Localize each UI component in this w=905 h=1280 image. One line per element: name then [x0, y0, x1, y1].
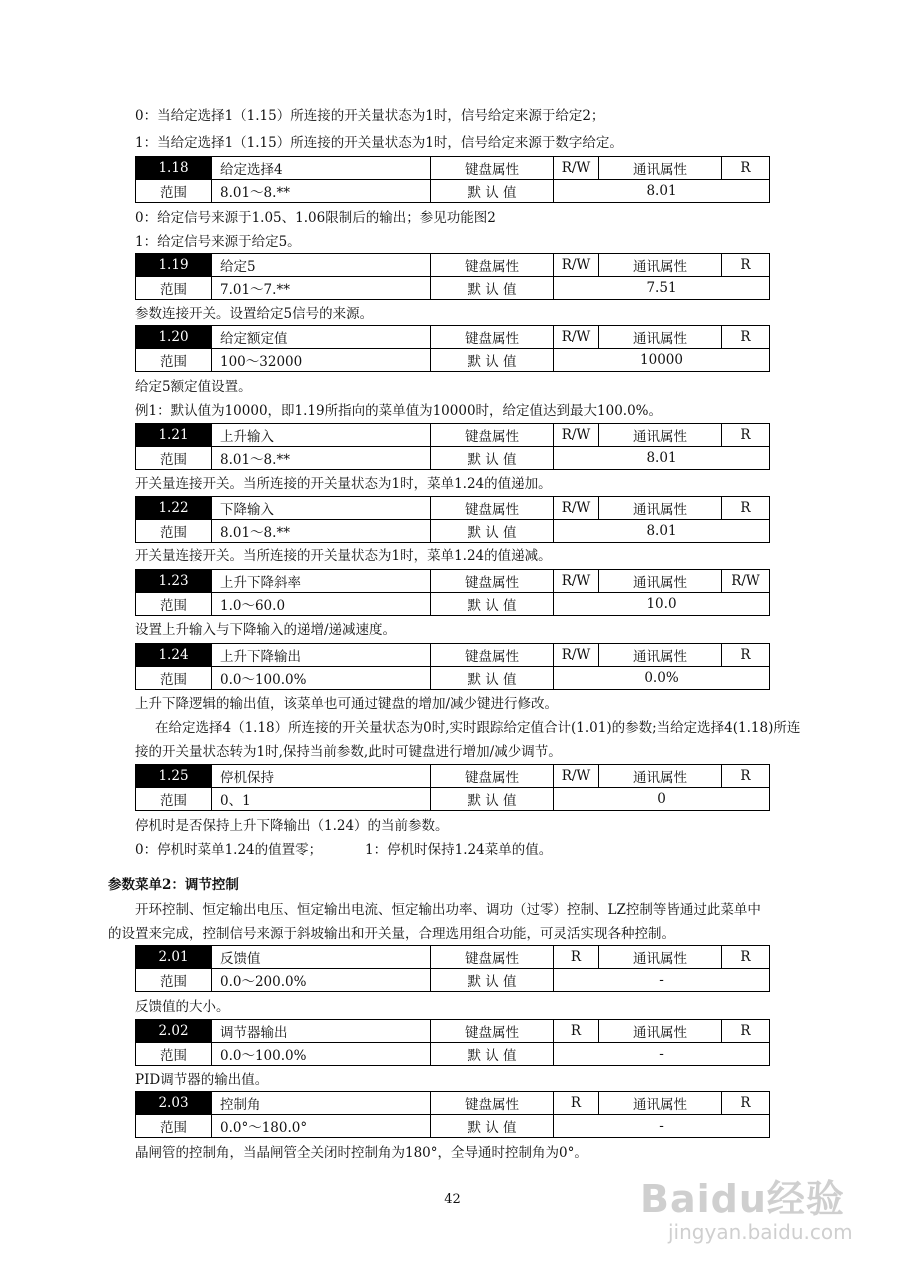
- default-label: 默 认 值: [431, 788, 554, 811]
- param-number: 1.24: [136, 644, 212, 667]
- keyboard-attr-value: R: [554, 946, 599, 969]
- param-name: 给定选择4: [212, 157, 431, 180]
- note-2-01-a: 反馈值的大小。: [135, 999, 230, 1015]
- param-number: 1.18: [136, 157, 212, 180]
- param-table-1-21: [135, 423, 770, 470]
- table-row: [136, 497, 770, 520]
- param-number: 1.19: [136, 254, 212, 277]
- comm-attr-value: R: [722, 497, 770, 520]
- param-number: 1.23: [136, 570, 212, 593]
- range-value: 0、1: [212, 788, 431, 811]
- comm-attr-label: 通讯属性: [599, 1020, 722, 1043]
- param-table-1-20: [135, 325, 770, 372]
- keyboard-attr-value: R: [554, 1092, 599, 1115]
- note-1-23-a: 设置上升输入与下降输入的递增/递减速度。: [135, 622, 397, 638]
- param-name: 调节器输出: [212, 1020, 431, 1043]
- intro-line-1: 0：当给定选择1（1.15）所连接的开关量状态为1时，信号给定来源于给定2；: [135, 108, 605, 124]
- section-desc-2: 的设置来完成，控制信号来源于斜坡输出和开关量，合理选用组合功能，可灵活实现各种控制。: [108, 926, 675, 942]
- default-label: 默 认 值: [431, 667, 554, 690]
- comm-attr-label: 通讯属性: [599, 946, 722, 969]
- note-2-03-a: 晶闸管的控制角，当晶闸管全关闭时控制角为180°，全导通时控制角为0°。: [135, 1145, 588, 1161]
- default-value: 8.01: [554, 180, 770, 203]
- comm-attr-value: R: [722, 326, 770, 349]
- param-name: 给定5: [212, 254, 431, 277]
- keyboard-attr-value: R/W: [554, 644, 599, 667]
- default-value: 8.01: [554, 447, 770, 470]
- default-value: 0: [554, 788, 770, 811]
- keyboard-attr-label: 键盘属性: [431, 1020, 554, 1043]
- param-number: 2.03: [136, 1092, 212, 1115]
- comm-attr-value: R/W: [722, 570, 770, 593]
- default-value: 0.0%: [554, 667, 770, 690]
- comm-attr-label: 通讯属性: [599, 765, 722, 788]
- comm-attr-label: 通讯属性: [599, 326, 722, 349]
- range-value: 100～32000: [212, 349, 431, 372]
- default-value: 8.01: [554, 520, 770, 543]
- param-number: 1.25: [136, 765, 212, 788]
- page-number: 42: [444, 1192, 461, 1207]
- param-table-1-25: [135, 764, 770, 811]
- comm-attr-label: 通讯属性: [599, 254, 722, 277]
- param-number: 1.21: [136, 424, 212, 447]
- range-label: 范围: [136, 1043, 212, 1066]
- range-label: 范围: [136, 447, 212, 470]
- comm-attr-value: R: [722, 254, 770, 277]
- note-1-24-a: 上升下降逻辑的输出值，该菜单也可通过键盘的增加/减少键进行修改。: [135, 696, 559, 712]
- range-label: 范围: [136, 277, 212, 300]
- comm-attr-value: R: [722, 1092, 770, 1115]
- note-1-18-a: 0：给定信号来源于1.05、1.06限制后的输出；参见功能图2: [135, 210, 496, 226]
- param-table-1-23: [135, 569, 770, 616]
- range-value: 7.01～7.**: [212, 277, 431, 300]
- note-1-20-a: 给定5额定值设置。: [135, 379, 252, 395]
- comm-attr-label: 通讯属性: [599, 497, 722, 520]
- param-number: 1.20: [136, 326, 212, 349]
- keyboard-attr-value: R/W: [554, 424, 599, 447]
- table-row: [136, 570, 770, 593]
- table-row: [136, 326, 770, 349]
- table-row: [136, 424, 770, 447]
- note-1-25-b: 0：停机时菜单1.24的值置零； 1：停机时保持1.24菜单的值。: [135, 842, 553, 858]
- comm-attr-label: 通讯属性: [599, 1092, 722, 1115]
- param-table-2-03: [135, 1091, 770, 1138]
- param-number: 1.22: [136, 497, 212, 520]
- keyboard-attr-label: 键盘属性: [431, 765, 554, 788]
- default-value: 7.51: [554, 277, 770, 300]
- keyboard-attr-label: 键盘属性: [431, 254, 554, 277]
- default-value: -: [554, 1043, 770, 1066]
- range-value: 0.0～100.0%: [212, 1043, 431, 1066]
- note-1-22-a: 开关量连接开关。当所连接的开关量状态为1时，菜单1.24的值递减。: [135, 548, 552, 564]
- default-label: 默 认 值: [431, 1043, 554, 1066]
- table-row: [136, 180, 770, 203]
- table-row: [136, 788, 770, 811]
- range-label: 范围: [136, 520, 212, 543]
- intro-line-2: 1：当给定选择1（1.15）所连接的开关量状态为1时，信号给定来源于数字给定。: [135, 135, 623, 151]
- default-label: 默 认 值: [431, 593, 554, 616]
- default-label: 默 认 值: [431, 277, 554, 300]
- table-row: [136, 946, 770, 969]
- range-label: 范围: [136, 180, 212, 203]
- table-row: [136, 277, 770, 300]
- note-1-24-c: 接的开关量状态转为1时,保持当前参数,此时可键盘进行增加/减少调节。: [135, 744, 562, 760]
- note-1-21-a: 开关量连接开关。当所连接的开关量状态为1时，菜单1.24的值递加。: [135, 476, 552, 492]
- comm-attr-label: 通讯属性: [599, 570, 722, 593]
- param-name: 控制角: [212, 1092, 431, 1115]
- table-row: [136, 349, 770, 372]
- default-label: 默 认 值: [431, 1115, 554, 1138]
- keyboard-attr-label: 键盘属性: [431, 1092, 554, 1115]
- range-label: 范围: [136, 667, 212, 690]
- table-row: [136, 1092, 770, 1115]
- keyboard-attr-label: 键盘属性: [431, 497, 554, 520]
- comm-attr-value: R: [722, 424, 770, 447]
- keyboard-attr-value: R/W: [554, 570, 599, 593]
- watermark-url: jingyan.baidu.com: [668, 1220, 853, 1244]
- table-row: [136, 157, 770, 180]
- param-table-1-19: [135, 253, 770, 300]
- range-label: 范围: [136, 1115, 212, 1138]
- param-number: 2.01: [136, 946, 212, 969]
- keyboard-attr-value: R/W: [554, 497, 599, 520]
- keyboard-attr-label: 键盘属性: [431, 424, 554, 447]
- section-desc-1: 开环控制、恒定输出电压、恒定输出电流、恒定输出功率、调功（过零）控制、LZ控制等皆通过此菜单中: [135, 902, 761, 918]
- keyboard-attr-value: R/W: [554, 157, 599, 180]
- range-value: 0.0～200.0%: [212, 969, 431, 992]
- table-row: [136, 520, 770, 543]
- note-2-02-a: PID调节器的输出值。: [135, 1072, 269, 1088]
- default-label: 默 认 值: [431, 180, 554, 203]
- comm-attr-value: R: [722, 644, 770, 667]
- note-1-18-b: 1：给定信号来源于给定5。: [135, 234, 301, 250]
- table-row: [136, 1043, 770, 1066]
- default-label: 默 认 值: [431, 349, 554, 372]
- param-table-2-02: [135, 1019, 770, 1066]
- note-1-25-a: 停机时是否保持上升下降输出（1.24）的当前参数。: [135, 818, 449, 834]
- table-row: [136, 969, 770, 992]
- param-name: 给定额定值: [212, 326, 431, 349]
- comm-attr-label: 通讯属性: [599, 424, 722, 447]
- table-row: [136, 1115, 770, 1138]
- keyboard-attr-value: R/W: [554, 765, 599, 788]
- comm-attr-value: R: [722, 157, 770, 180]
- default-value: 10000: [554, 349, 770, 372]
- table-row: [136, 593, 770, 616]
- param-name: 上升下降输出: [212, 644, 431, 667]
- keyboard-attr-label: 键盘属性: [431, 570, 554, 593]
- param-table-1-24: [135, 643, 770, 690]
- keyboard-attr-label: 键盘属性: [431, 946, 554, 969]
- comm-attr-value: R: [722, 1020, 770, 1043]
- table-row: [136, 254, 770, 277]
- comm-attr-label: 通讯属性: [599, 644, 722, 667]
- watermark-logo: Baidu经验: [640, 1177, 845, 1221]
- keyboard-attr-label: 键盘属性: [431, 326, 554, 349]
- range-value: 8.01～8.**: [212, 447, 431, 470]
- default-value: -: [554, 1115, 770, 1138]
- table-row: [136, 447, 770, 470]
- table-row: [136, 765, 770, 788]
- range-label: 范围: [136, 788, 212, 811]
- table-row: [136, 644, 770, 667]
- param-name: 上升下降斜率: [212, 570, 431, 593]
- param-table-1-18: [135, 156, 770, 203]
- range-value: 8.01～8.**: [212, 180, 431, 203]
- param-number: 2.02: [136, 1020, 212, 1043]
- comm-attr-value: R: [722, 946, 770, 969]
- keyboard-attr-value: R: [554, 1020, 599, 1043]
- comm-attr-label: 通讯属性: [599, 157, 722, 180]
- range-label: 范围: [136, 349, 212, 372]
- keyboard-attr-value: R/W: [554, 326, 599, 349]
- comm-attr-value: R: [722, 765, 770, 788]
- table-row: [136, 667, 770, 690]
- range-value: 1.0～60.0: [212, 593, 431, 616]
- range-value: 0.0°～180.0°: [212, 1115, 431, 1138]
- default-label: 默 认 值: [431, 520, 554, 543]
- param-table-1-22: [135, 496, 770, 543]
- default-label: 默 认 值: [431, 969, 554, 992]
- param-name: 反馈值: [212, 946, 431, 969]
- param-name: 上升输入: [212, 424, 431, 447]
- default-value: 10.0: [554, 593, 770, 616]
- keyboard-attr-label: 键盘属性: [431, 157, 554, 180]
- default-label: 默 认 值: [431, 447, 554, 470]
- keyboard-attr-value: R/W: [554, 254, 599, 277]
- note-1-20-b: 例1：默认值为10000，即1.19所指向的菜单值为10000时，给定值达到最大100.0%。: [135, 403, 663, 419]
- table-row: [136, 1020, 770, 1043]
- range-value: 0.0～100.0%: [212, 667, 431, 690]
- range-value: 8.01～8.**: [212, 520, 431, 543]
- keyboard-attr-label: 键盘属性: [431, 644, 554, 667]
- param-name: 下降输入: [212, 497, 431, 520]
- range-label: 范围: [136, 593, 212, 616]
- note-1-19-a: 参数连接开关。设置给定5信号的来源。: [135, 306, 374, 322]
- note-1-24-b: 在给定选择4（1.18）所连接的开关量状态为0时,实时跟踪给定值合计(1.01)的参数;当给定选择4(1.18)所连: [155, 720, 801, 736]
- param-table-2-01: [135, 945, 770, 992]
- range-label: 范围: [136, 969, 212, 992]
- param-name: 停机保持: [212, 765, 431, 788]
- default-value: -: [554, 969, 770, 992]
- section-title: 参数菜单2：调节控制: [108, 877, 239, 893]
